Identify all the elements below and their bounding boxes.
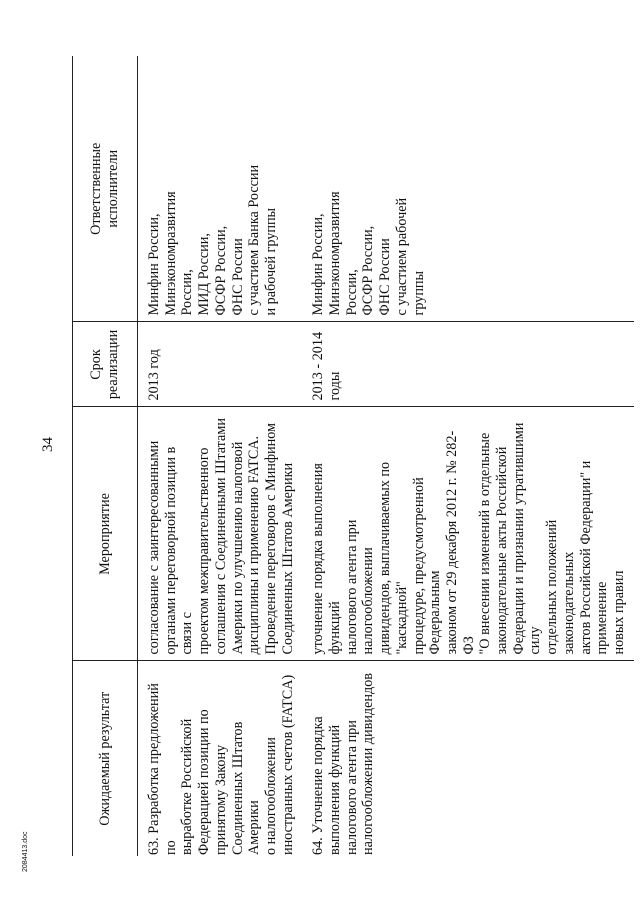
cell-result: 63. Разработка предложений по выработке Российской Федерацией позиции по принятому Закону Соединенных Штатов Америки о налогообложении иностранных счетов (FATCA): [138, 661, 303, 856]
cell-executors: Минфин России, Минэкономразвития России, МИД России, ФСФР России, ФНС России с участием Банка России и рабочей группы: [138, 56, 303, 322]
cell-activity: уточнение порядка выполнения функций налогового агента при налогообложении дивидендов, выплачиваемых по "каскадной" процедуре, предусмотренной Федеральным законом от 29 декабря 2012 г. № 282-ФЗ "О внесении изменений в отдельные законодательные акты Российской Федерации и признании утратившими силу отдельных положений законодательных актов Российской Федерации" и применение новых правил: [302, 407, 633, 661]
cell-deadline: 2013 - 2014 годы: [302, 322, 633, 407]
header-deadline: Срок реализации: [73, 322, 138, 407]
header-row: [73, 56, 138, 856]
header-activity: Мероприятие: [73, 407, 138, 661]
header-executors: Ответственные исполнители: [73, 56, 138, 322]
cell-result: 64. Уточнение порядка выполнения функций налогового агента при налогообложении дивидендов: [302, 661, 633, 856]
header-expected-result: Ожидаемый результат: [73, 661, 138, 856]
document-reference: 2084413.doc: [22, 831, 29, 872]
table-row: [138, 56, 303, 856]
table-header: [73, 56, 138, 856]
measures-table: [72, 56, 634, 856]
page-number: 34: [40, 437, 56, 452]
table-row: [302, 56, 633, 856]
cell-deadline: 2013 год: [138, 322, 303, 407]
cell-executors: Минфин России, Минэкономразвития России, ФСФР России, ФНС России с участием рабочей группы: [302, 56, 633, 322]
cell-activity: согласование с заинтересованными органами переговорной позиции в связи с проектом межправительственного соглашения с Соединенными Штатами Америки по улучшению налоговой дисциплины и применению FATCA. Проведение переговоров с Минфином Соединенных Штатов Америки: [138, 407, 303, 661]
rotated-table-container: [72, 56, 627, 856]
